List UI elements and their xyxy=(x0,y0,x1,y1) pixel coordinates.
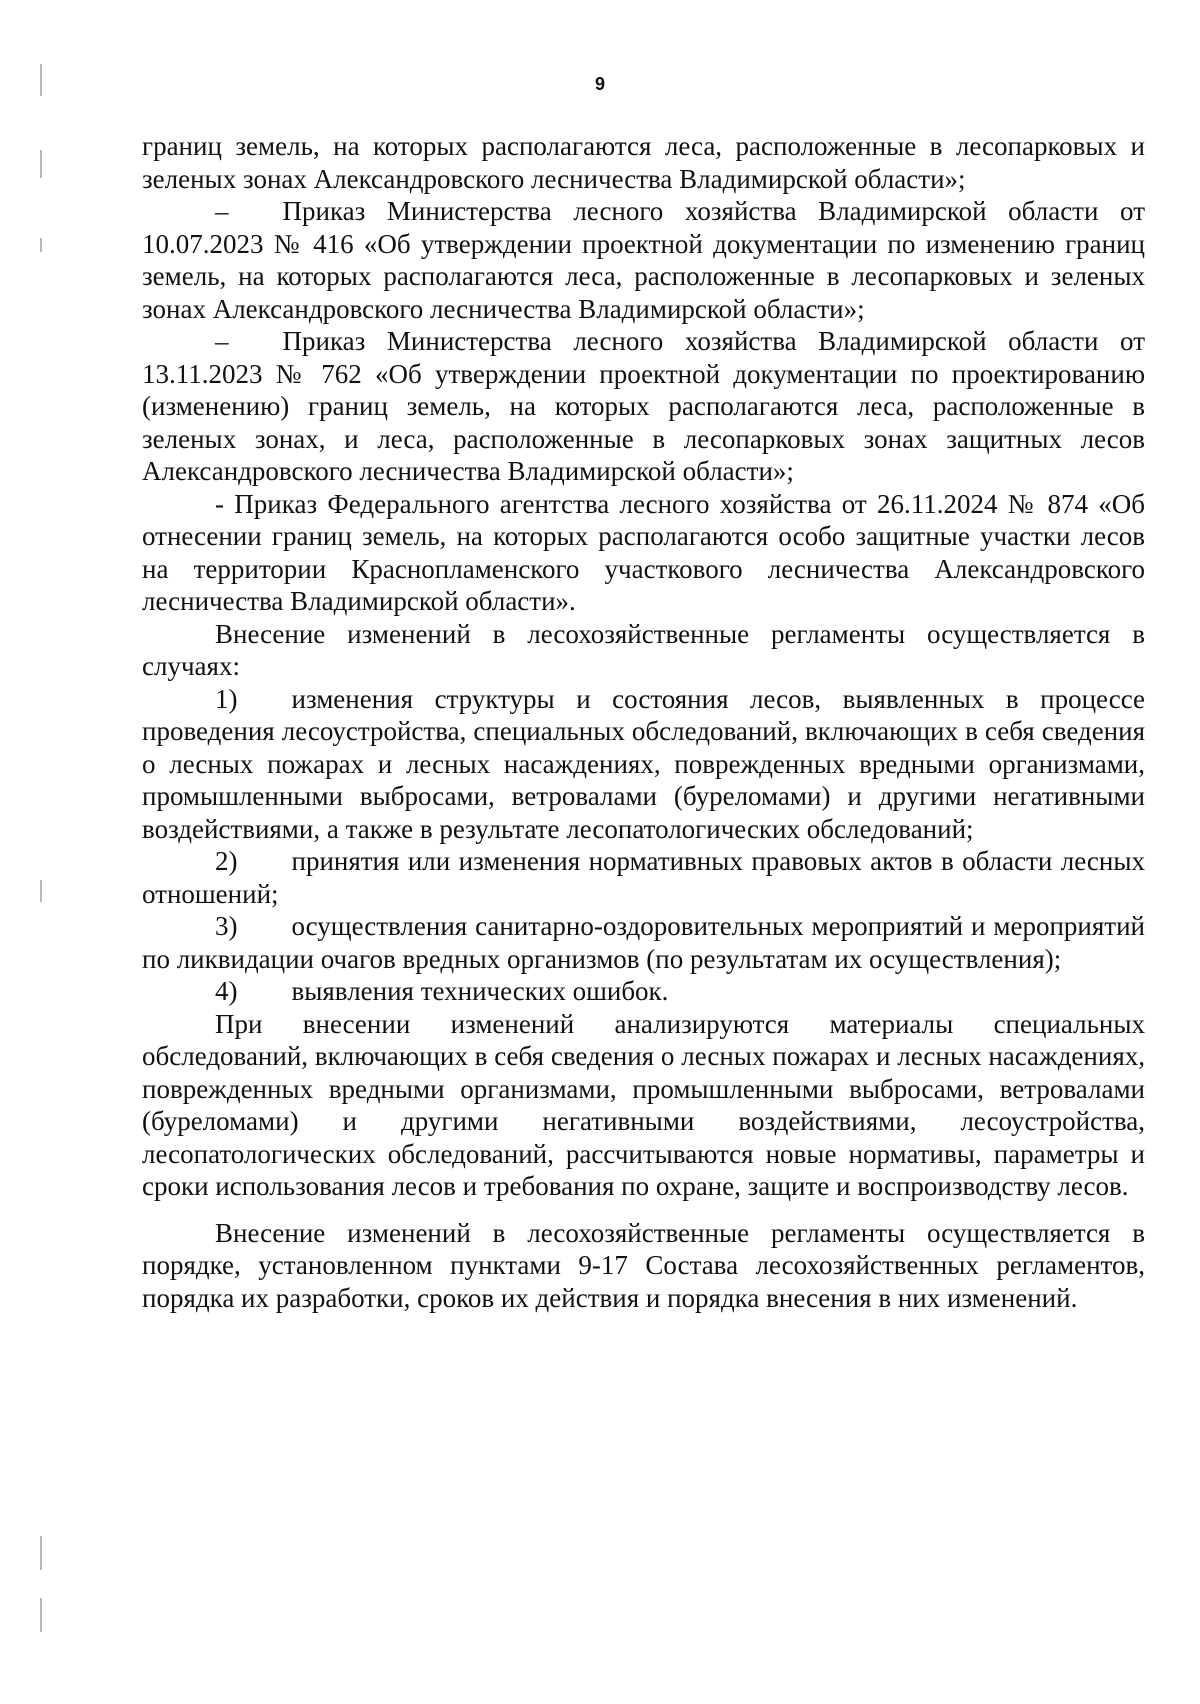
scan-mark xyxy=(40,1536,42,1570)
document-body xyxy=(142,130,1145,1314)
paragraph: Внесение изменений в лесохозяйственные регламенты осуществляется в порядке, установленном пунктами 9-17 Состава лесохозяйственных регламентов, порядка их разработки, сроков их действия и порядка внесения в них изменений. xyxy=(142,1217,1145,1313)
scan-mark xyxy=(40,1598,42,1632)
paragraph: Внесение изменений в лесохозяйственные регламенты осуществляется в случаях: xyxy=(142,618,1145,681)
paragraph: – Приказ Министерства лесного хозяйства Владимирской области от 10.07.2023 № 416 «Об утверждении проектной документации по изменению границ земель, на которых располагаются леса, расположенные в лесопарковых и зеленых зонах Александровского лесничества Владимирской области»; xyxy=(142,196,1145,324)
paragraph: границ земель, на которых располагаются леса, расположенные в лесопарковых и зеленых зонах Александровского лесничества Владимирской области»; xyxy=(142,131,1145,194)
paragraph: 1) изменения структуры и состояния лесов, выявленных в процессе проведения лесоустройства, специальных обследований, включающих в себя сведения о лесных пожарах и лесных насаждениях, поврежденных вредными организмами, промышленными выбросами, ветровалами (буреломами) и другими негативными воздействиями, а также в результате лесопатологических обследований; xyxy=(142,683,1145,844)
paragraph: 3) осуществления санитарно-оздоровительных мероприятий и мероприятий по ликвидации очагов вредных организмов (по результатам их осуществления); xyxy=(142,911,1145,974)
page-number: 9 xyxy=(594,74,605,94)
scan-mark xyxy=(40,150,42,178)
scan-mark xyxy=(40,238,42,252)
paragraph: При внесении изменений анализируются материалы специальных обследований, включающих в себя сведения о лесных пожарах и лесных насаждениях, поврежденных вредными организмами, промышленными выбросами, ветровалами (буреломами) и другими негативными воздействиями, лесоустройства, лесопатологических обследований, рассчитываются новые нормативы, параметры и сроки использования лесов и требования по охране, защите и воспроизводству лесов. xyxy=(142,1008,1145,1201)
paragraph: 2) принятия или изменения нормативных правовых актов в области лесных отношений; xyxy=(142,846,1145,909)
paragraph: - Приказ Федерального агентства лесного хозяйства от 26.11.2024 № 874 «Об отнесении границ земель, на которых располагаются особо защитные участки лесов на территории Краснопламенского участкового лесничества Александровского лесничества Владимирской области». xyxy=(142,488,1145,616)
paragraph: – Приказ Министерства лесного хозяйства Владимирской области от 13.11.2023 № 762 «Об утверждении проектной документации по проектированию (изменению) границ земель, на которых располагаются леса, расположенные в зеленых зонах, и леса, расположенные в лесопарковых зонах защитных лесов Александровского лесничества Владимирской области»; xyxy=(142,326,1145,486)
paragraph: 4) выявления технических ошибок. xyxy=(215,976,669,1006)
scan-mark xyxy=(40,880,42,902)
